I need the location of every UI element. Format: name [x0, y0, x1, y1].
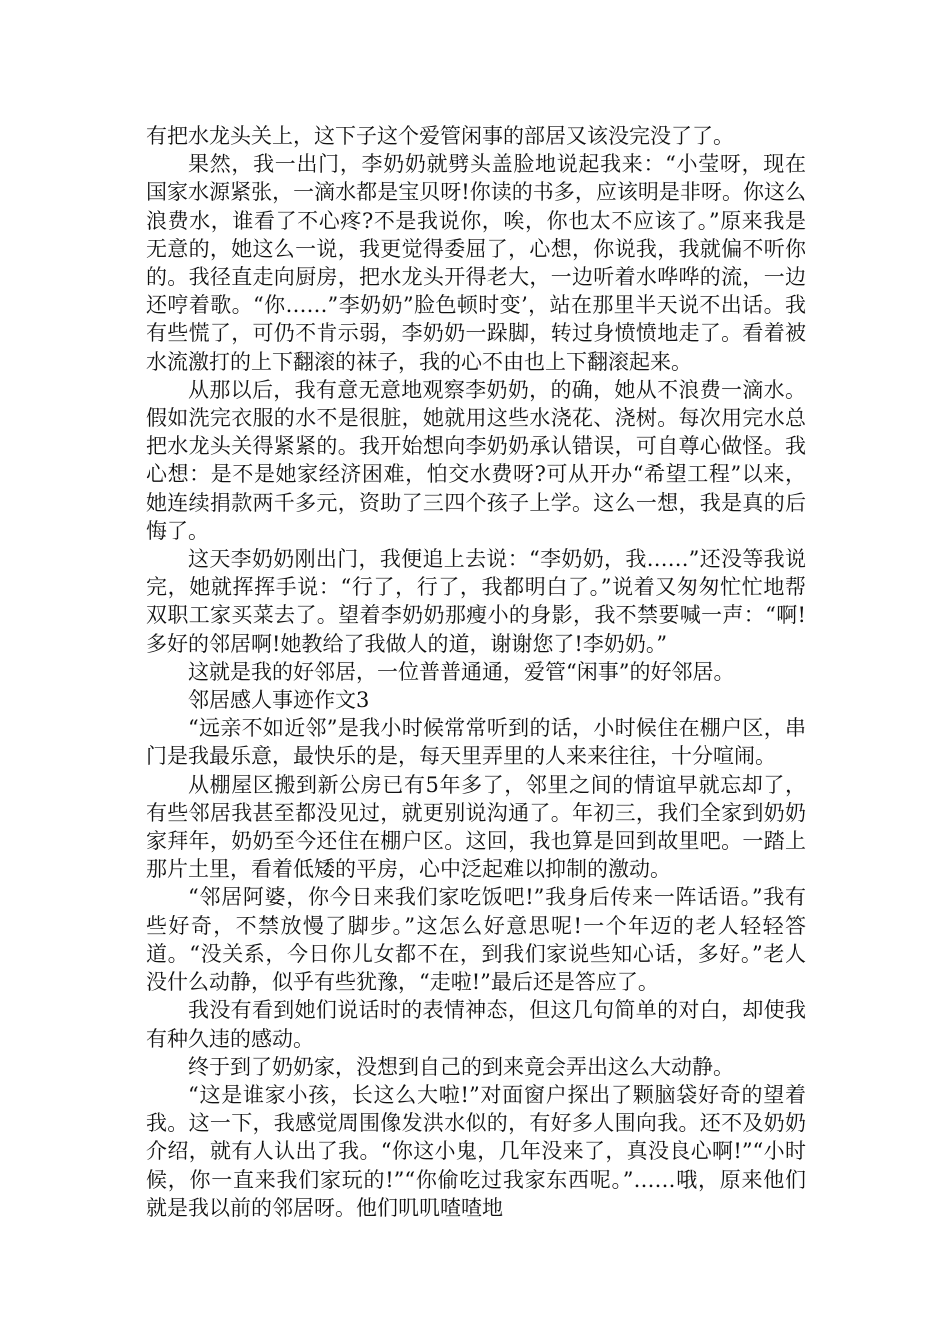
paragraph: 从那以后，我有意无意地观察李奶奶，的确，她从不浪费一滴水。假如洗完衣服的水不是很脏，她就用这些水浇花、浇树。每次用完水总把水龙头关得紧紧的。我开始想向李奶奶承认错误，可自尊心做怪。我心想：是不是她家经济困难，怕交水费呀?可从开办“希望工程”以来，她连续捐款两千多元，资助了三四个孩子上学。这么一想，我是真的后悔了。	[146, 377, 806, 543]
paragraph-continuation: 有把水龙头关上，这下子这个爱管闲事的部居又该没完没了了。	[146, 124, 734, 148]
paragraph: 从棚屋区搬到新公房已有5年多了，邻里之间的情谊早就忘却了，有些邻居我甚至都没见过，就更别说沟通了。年初三，我们全家到奶奶家拜年，奶奶至今还住在棚户区。这回，我也算是回到故里吧。一踏上那片土里，看着低矮的平房，心中泛起难以抑制的激动。	[146, 772, 806, 882]
paragraph: 终于到了奶奶家，没想到自己的到来竟会弄出这么大动静。	[188, 1054, 734, 1079]
section-heading: 邻居感人事迹作文3	[188, 688, 370, 713]
paragraph: 我没有看到她们说话时的表情神态，但这几句简单的对白，却使我有种久违的感动。	[146, 998, 806, 1051]
paragraph: 这就是我的好邻居，一位普普通通，爱管“闲事”的好邻居。	[188, 659, 735, 684]
paragraph: “邻居阿婆，你今日来我们家吃饭吧!”我身后传来一阵话语。”我有些好奇，不禁放慢了脚步。”这怎么好意思呢!一个年迈的老人轻轻答道。“没关系，今日你儿女都不在，到我们家说些知心话，多好。”老人没什么动静，似乎有些犹豫，“走啦!”最后还是答应了。	[146, 885, 806, 995]
paragraph: “这是谁家小孩，长这么大啦!”对面窗户探出了颗脑袋好奇的望着我。这一下，我感觉周围像发洪水似的，有好多人围向我。还不及奶奶介绍，就有人认出了我。“你这小鬼，几年没来了，真没良心啊!”“小时候，你一直来我们家玩的!”“你偷吃过我家东西呢。”……哦，原来他们就是我以前的邻居呀。他们叽叽喳喳地	[146, 1082, 806, 1220]
paragraph: “远亲不如近邻”是我小时候常常听到的话，小时候住在棚户区，串门是我最乐意，最快乐的是，每天里弄里的人来来往往，十分喧闹。	[146, 716, 806, 769]
paragraph: 果然，我一出门，李奶奶就劈头盖脸地说起我来：“小莹呀，现在国家水源紧张，一滴水都是宝贝呀!你读的书多，应该明是非呀。你这么浪费水，谁看了不心疼?不是我说你，唉，你也太不应该了。”原来我是无意的，她这么一说，我更觉得委屈了，心想，你说我，我就偏不听你的。我径直走向厨房，把水龙头开得老大，一边听着水哗哗的流，一边还哼着歌。“你……”李奶奶”脸色顿时变’，站在那里半天说不出话。我有些慌了，可仍不肯示弱，李奶奶一跺脚，转过身愤愤地走了。看着被水流激打的上下翻滚的袜子，我的心不由也上下翻滚起来。	[146, 152, 806, 374]
paragraph: 这天李奶奶刚出门，我便追上去说：“李奶奶，我……”还没等我说完，她就挥挥手说：“行了，行了，我都明白了。”说着又匆匆忙忙地帮双职工家买菜去了。望着李奶奶那瘦小的身影，我不禁要喊一声：“啊!多好的邻居啊!她教给了我做人的道，谢谢您了!李奶奶。”	[146, 547, 806, 656]
document-page	[146, 122, 806, 1222]
